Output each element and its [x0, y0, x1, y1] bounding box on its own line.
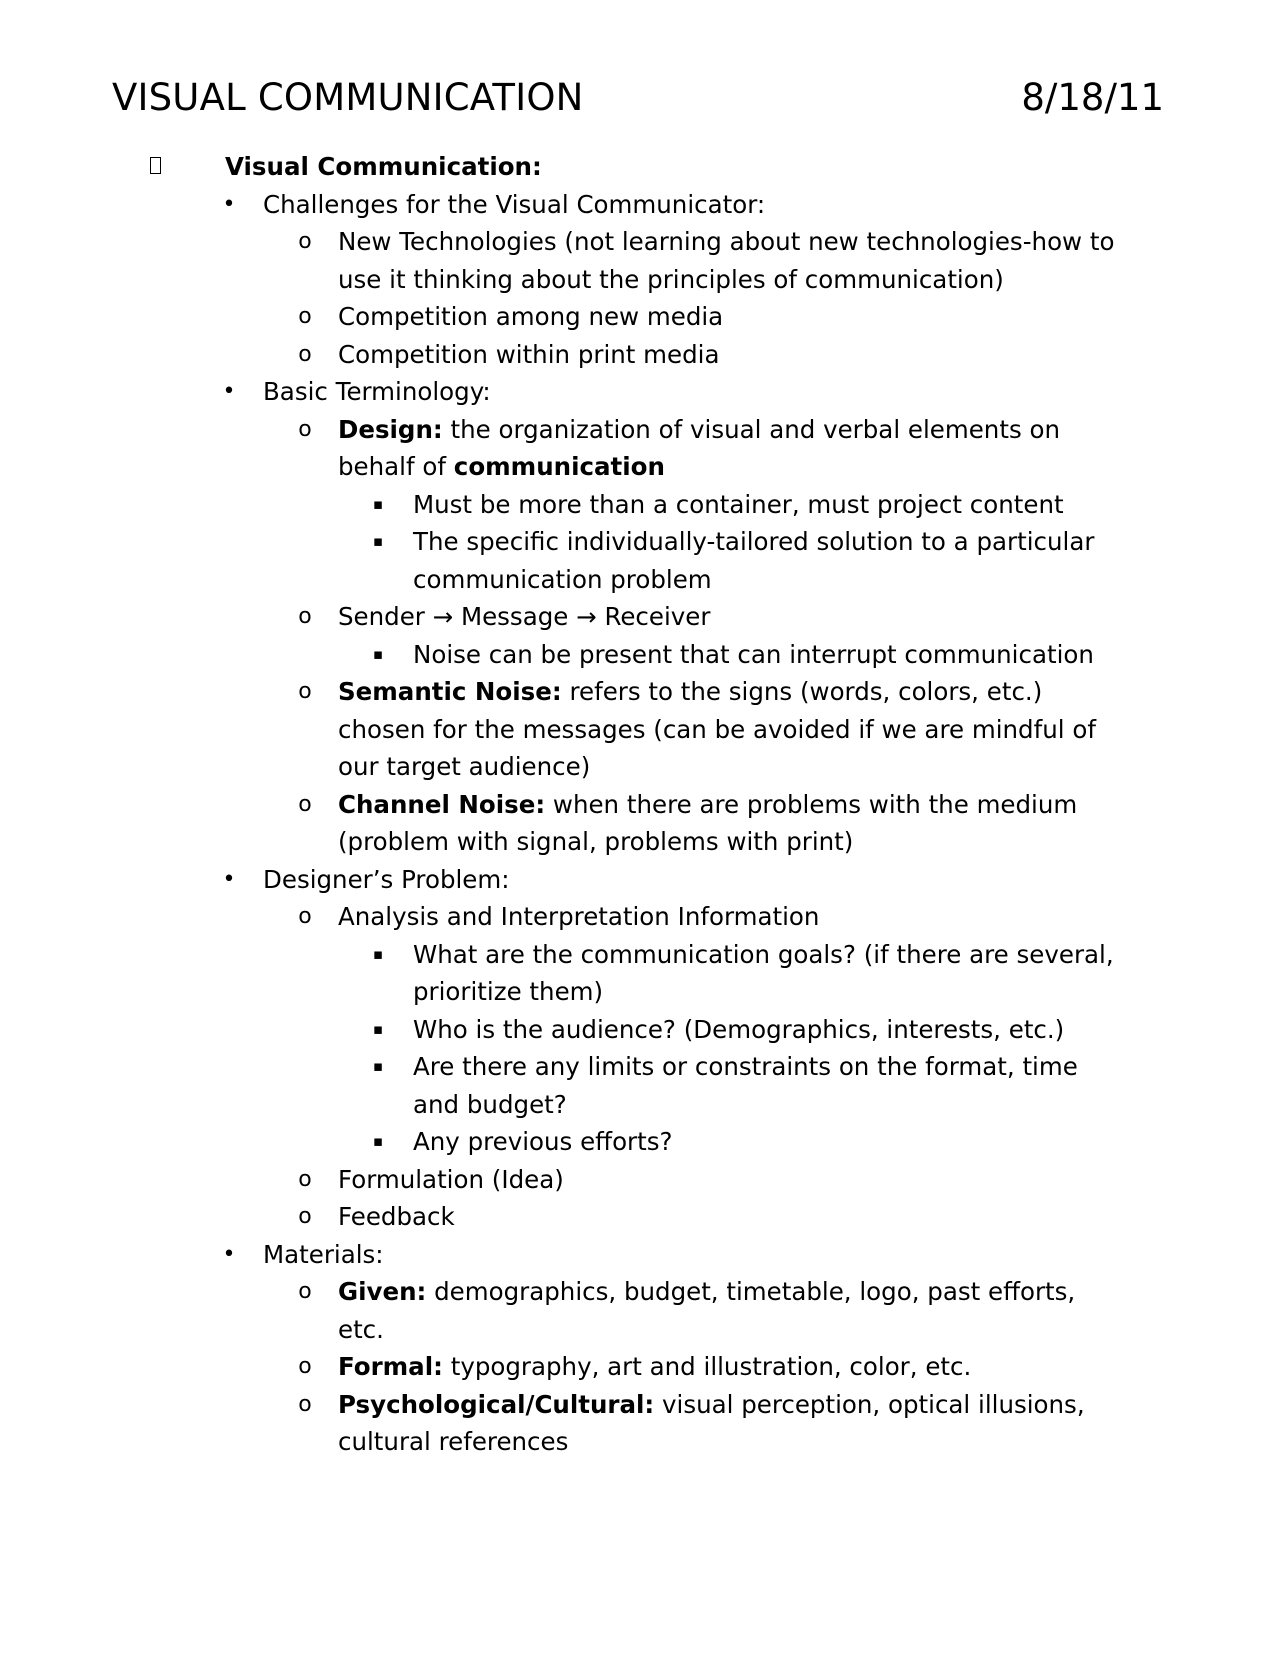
- bullet-circle-icon: o: [298, 1354, 312, 1379]
- sub-list-item-text: Who is the audience? (Demographics, interests, etc.): [413, 1014, 1065, 1044]
- list-item-text: [338, 1273, 1118, 1348]
- sub-list-item-text: The specific individually-tailored solution to a particular communication problem: [413, 527, 1095, 594]
- bullet-circle-icon: o: [298, 1391, 312, 1417]
- list-item-text: Feedback: [338, 1202, 455, 1231]
- list-item: [0, 673, 1280, 786]
- bullet-circle-icon: o: [298, 229, 312, 254]
- sub-list-item: [0, 636, 1280, 674]
- section-item: [0, 861, 1280, 899]
- term-label: Semantic Noise:: [338, 677, 562, 706]
- sub-list-item: [0, 1011, 1280, 1049]
- list-item-text: [338, 1348, 1118, 1386]
- document-header: [112, 72, 1164, 124]
- section-label: Challenges for the Visual Communicator:: [263, 189, 766, 219]
- bullet-circle-icon: o: [298, 791, 312, 817]
- bullet-square-icon: ▪: [372, 494, 384, 513]
- sub-list-item: [0, 523, 1280, 598]
- term-definition: refers to the signs (words, colors, etc.) chosen for the messages (can be avoided if we are mindful of our target audience): [338, 677, 1096, 781]
- term-definition: demographics, budget, timetable, logo, past efforts, etc.: [338, 1277, 1076, 1344]
- list-item: [0, 598, 1280, 636]
- bullet-square-icon: ▪: [372, 1019, 384, 1038]
- bullet-circle-icon: o: [298, 341, 312, 367]
- document-title: VISUAL COMMUNICATION: [112, 76, 584, 119]
- outline-heading: Visual Communication:: [225, 152, 542, 181]
- term-definition: visual perception, optical illusions, cultural references: [338, 1389, 1085, 1456]
- list-item-text: [338, 786, 1118, 861]
- list-item-text: Competition among new media: [338, 302, 724, 331]
- term-emphasis: communication: [453, 452, 665, 481]
- bullet-circle-icon: o: [298, 416, 312, 442]
- list-item-text: Sender → Message → Receiver: [338, 602, 711, 631]
- list-item: [0, 336, 1280, 374]
- section-label: Materials:: [263, 1239, 384, 1269]
- list-item-text: Competition within print media: [338, 339, 720, 369]
- list-item: [0, 1386, 1280, 1461]
- section-item: [0, 1236, 1280, 1274]
- list-item: [0, 1161, 1280, 1199]
- sub-list-item-text: Are there any limits or constraints on the format, time and budget?: [413, 1052, 1078, 1119]
- bullet-disc-icon: •: [222, 866, 236, 892]
- term-definition: the organization of visual and verbal elements on behalf of: [338, 414, 1061, 481]
- list-item-text: [338, 1386, 1118, 1461]
- bullet-circle-icon: o: [298, 304, 312, 329]
- missing-glyph-icon: [146, 148, 164, 186]
- bullet-disc-icon: •: [222, 1241, 236, 1267]
- term-definition: when there are problems with the medium (problem with signal, problems with print): [338, 789, 1078, 856]
- bullet-square-icon: ▪: [372, 1057, 384, 1075]
- sub-list-item: [0, 1123, 1280, 1161]
- term-label: Design:: [338, 414, 443, 444]
- list-item: [0, 298, 1280, 336]
- sub-list-item: [0, 1048, 1280, 1123]
- bullet-square-icon: ▪: [372, 1132, 384, 1150]
- list-item-text: Formulation (Idea): [338, 1164, 564, 1194]
- bullet-disc-icon: •: [222, 191, 236, 217]
- sub-list-item-text: What are the communication goals? (if there are several, prioritize them): [413, 939, 1114, 1006]
- list-item: [0, 1273, 1280, 1348]
- bullet-square-icon: ▪: [372, 644, 384, 663]
- term-label: Psychological/Cultural:: [338, 1389, 655, 1419]
- bullet-circle-icon: o: [298, 679, 312, 704]
- sub-list-item-text: Must be more than a container, must project content: [413, 489, 1064, 519]
- bullet-circle-icon: o: [298, 1204, 312, 1229]
- list-item: [0, 1198, 1280, 1236]
- document-date: 8/18/11: [1021, 76, 1164, 119]
- list-item: [0, 411, 1280, 486]
- bullet-circle-icon: o: [298, 1279, 312, 1304]
- list-item-text: [338, 411, 1118, 486]
- list-item: [0, 1348, 1280, 1386]
- bullet-square-icon: ▪: [372, 532, 384, 550]
- section-label: Designer’s Problem:: [263, 864, 510, 894]
- outline-heading-row: [0, 148, 1280, 186]
- term-label: Given:: [338, 1277, 427, 1306]
- bullet-square-icon: ▪: [372, 944, 384, 963]
- list-item: [0, 223, 1280, 298]
- section-item: [0, 186, 1280, 224]
- list-item: [0, 898, 1280, 936]
- sub-list-item: [0, 486, 1280, 524]
- bullet-disc-icon: •: [222, 379, 236, 404]
- section-label: Basic Terminology:: [263, 377, 491, 406]
- term-label: Formal:: [338, 1352, 443, 1381]
- term-label: Channel Noise:: [338, 789, 546, 819]
- bullet-circle-icon: o: [298, 604, 312, 629]
- list-item: [0, 786, 1280, 861]
- sub-list-item: [0, 936, 1280, 1011]
- section-item: [0, 373, 1280, 411]
- sub-list-item-text: Any previous efforts?: [413, 1127, 673, 1156]
- bullet-circle-icon: o: [298, 904, 312, 929]
- list-item-text: [338, 673, 1118, 786]
- list-item-text: Analysis and Interpretation Information: [338, 902, 820, 931]
- list-item-text: New Technologies (not learning about new technologies-how to use it thinking about the principles of communication): [338, 227, 1115, 294]
- term-definition: typography, art and illustration, color, etc.: [442, 1352, 972, 1381]
- outline: [0, 148, 1280, 1461]
- bullet-circle-icon: o: [298, 1166, 312, 1192]
- sub-list-item-text: Noise can be present that can interrupt communication: [413, 639, 1094, 669]
